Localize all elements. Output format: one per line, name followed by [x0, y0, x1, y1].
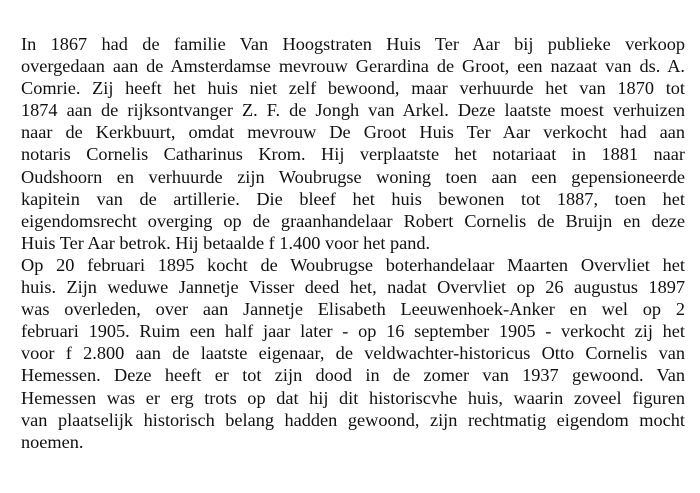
text-line: notaris Cornelis Catharinus Krom. Hij verplaatste het notariaat in 1881 naar	[21, 144, 685, 165]
text-line: Oudshoorn en verhuurde zijn Woubrugse woning toen aan een gepensioneerde	[21, 166, 685, 187]
text-line: 1874 aan de rijksontvanger Z. F. de Jongh van Arkel. Deze laatste moest verhuizen	[21, 100, 685, 121]
text-line: Op 20 februari 1895 kocht de Woubrugse boterhandelaar Maarten Overvliet het	[21, 254, 685, 275]
text-line: Huis Ter Aar betrok. Hij betaalde f 1.400 voor het pand.	[21, 232, 431, 253]
text-line: februari 1905. Ruim een half jaar later - op 16 september 1905 - verkocht zij het	[21, 321, 685, 342]
text-line: huis. Zijn weduwe Jannetje Visser deed het, nadat Overvliet op 26 augustus 1897	[21, 277, 685, 298]
paragraph-2	[21, 254, 685, 453]
text-line: kapitein van de artillerie. Die bleef het huis bewonen tot 1887, toen het	[21, 188, 685, 209]
text-line: van plaatselijk historisch belang hadden gewoond, zijn rechtmatig eigendom mocht	[21, 409, 685, 430]
text-line: was overleden, over aan Jannetje Elisabeth Leeuwenhoek-Anker en wel op 2	[21, 299, 685, 320]
text-line: naar de Kerkbuurt, omdat mevrouw De Groot Huis Ter Aar verkocht had aan	[21, 122, 685, 143]
text-line: voor f 2.800 aan de laatste eigenaar, de veldwachter-historicus Otto Cornelis van	[21, 343, 685, 364]
text-line: Comrie. Zij heeft het huis niet zelf bewoond, maar verhuurde het van 1870 tot	[21, 78, 685, 99]
text-line: eigendomsrecht overging op de graanhandelaar Robert Cornelis de Bruijn en deze	[21, 210, 685, 231]
paragraph-1	[21, 33, 685, 254]
text-line: overgedaan aan de Amsterdamse mevrouw Gerardina de Groot, een nazaat van ds. A.	[21, 56, 685, 77]
text-line: Hemessen. Deze heeft er tot zijn dood in de zomer van 1937 gewoond. Van	[21, 365, 685, 386]
text-line: Hemessen was er erg trots op dat hij dit historiscvhe huis, waarin zoveel figuren	[21, 387, 685, 408]
document-text	[21, 33, 685, 453]
text-line: noemen.	[21, 431, 84, 452]
text-line: In 1867 had de familie Van Hoogstraten Huis Ter Aar bij publieke verkoop	[21, 34, 685, 54]
